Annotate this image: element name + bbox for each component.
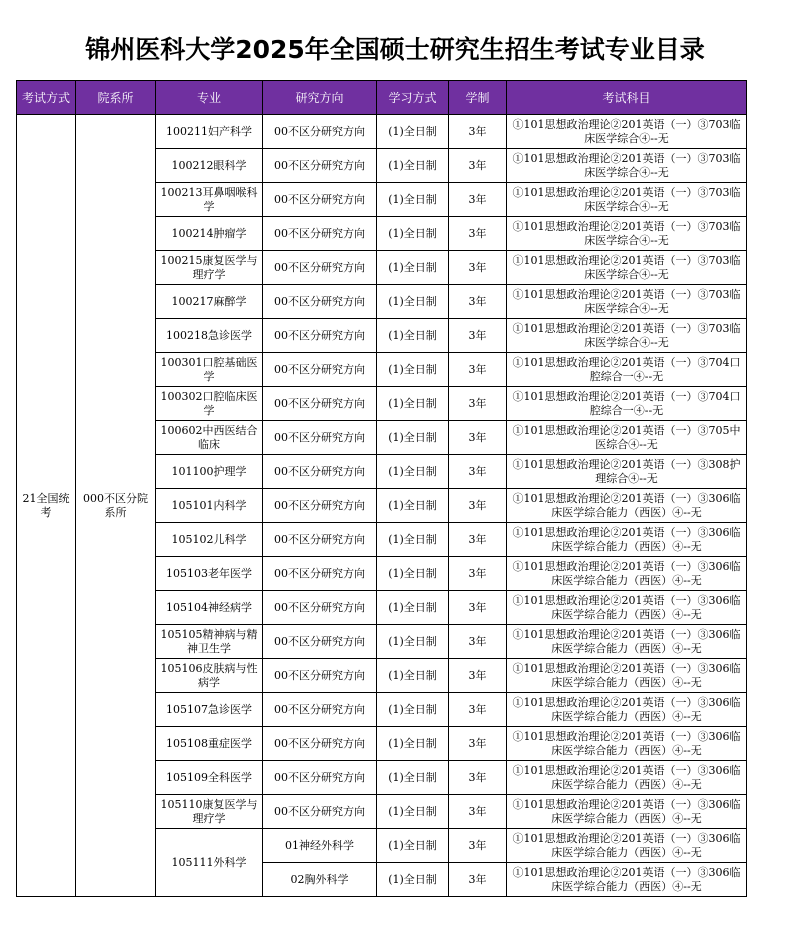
study-mode-cell: (1)全日制 bbox=[377, 217, 449, 251]
study-mode-cell: (1)全日制 bbox=[377, 183, 449, 217]
duration-cell: 3年 bbox=[449, 115, 507, 149]
major-cell: 105106皮肤病与性病学 bbox=[156, 659, 263, 693]
major-cell: 100214肿瘤学 bbox=[156, 217, 263, 251]
header-direction: 研究方向 bbox=[263, 81, 377, 115]
table-header-row bbox=[17, 81, 747, 115]
subjects-cell: ①101思想政治理论②201英语（一）③306临床医学综合能力（西医）④--无 bbox=[507, 761, 747, 795]
duration-cell: 3年 bbox=[449, 455, 507, 489]
direction-cell: 01神经外科学 bbox=[263, 829, 377, 863]
major-cell: 100213耳鼻咽喉科学 bbox=[156, 183, 263, 217]
duration-cell: 3年 bbox=[449, 353, 507, 387]
subjects-cell: ①101思想政治理论②201英语（一）③703临床医学综合④--无 bbox=[507, 251, 747, 285]
subjects-cell: ①101思想政治理论②201英语（一）③306临床医学综合能力（西医）④--无 bbox=[507, 727, 747, 761]
study-mode-cell: (1)全日制 bbox=[377, 387, 449, 421]
header-major: 专业 bbox=[156, 81, 263, 115]
major-cell: 105107急诊医学 bbox=[156, 693, 263, 727]
study-mode-cell: (1)全日制 bbox=[377, 659, 449, 693]
direction-cell: 00不区分研究方向 bbox=[263, 183, 377, 217]
subjects-cell: ①101思想政治理论②201英语（一）③306临床医学综合能力（西医）④--无 bbox=[507, 523, 747, 557]
direction-cell: 00不区分研究方向 bbox=[263, 591, 377, 625]
duration-cell: 3年 bbox=[449, 149, 507, 183]
major-cell: 100217麻醉学 bbox=[156, 285, 263, 319]
study-mode-cell: (1)全日制 bbox=[377, 319, 449, 353]
duration-cell: 3年 bbox=[449, 795, 507, 829]
subjects-cell: ①101思想政治理论②201英语（一）③306临床医学综合能力（西医）④--无 bbox=[507, 795, 747, 829]
study-mode-cell: (1)全日制 bbox=[377, 421, 449, 455]
duration-cell: 3年 bbox=[449, 489, 507, 523]
subjects-cell: ①101思想政治理论②201英语（一）③308护理综合④--无 bbox=[507, 455, 747, 489]
study-mode-cell: (1)全日制 bbox=[377, 829, 449, 863]
direction-cell: 00不区分研究方向 bbox=[263, 795, 377, 829]
header-subjects: 考试科目 bbox=[507, 81, 747, 115]
major-cell: 105102儿科学 bbox=[156, 523, 263, 557]
subjects-cell: ①101思想政治理论②201英语（一）③306临床医学综合能力（西医）④--无 bbox=[507, 625, 747, 659]
table-row bbox=[17, 115, 747, 149]
direction-cell: 00不区分研究方向 bbox=[263, 523, 377, 557]
direction-cell: 00不区分研究方向 bbox=[263, 693, 377, 727]
direction-cell: 00不区分研究方向 bbox=[263, 115, 377, 149]
duration-cell: 3年 bbox=[449, 829, 507, 863]
subjects-cell: ①101思想政治理论②201英语（一）③306临床医学综合能力（西医）④--无 bbox=[507, 557, 747, 591]
direction-cell: 00不区分研究方向 bbox=[263, 557, 377, 591]
major-cell: 100602中西医结合临床 bbox=[156, 421, 263, 455]
major-cell: 105111外科学 bbox=[156, 829, 263, 897]
direction-cell: 00不区分研究方向 bbox=[263, 727, 377, 761]
direction-cell: 02胸外科学 bbox=[263, 863, 377, 897]
subjects-cell: ①101思想政治理论②201英语（一）③703临床医学综合④--无 bbox=[507, 115, 747, 149]
major-cell: 100218急诊医学 bbox=[156, 319, 263, 353]
duration-cell: 3年 bbox=[449, 591, 507, 625]
subjects-cell: ①101思想政治理论②201英语（一）③704口腔综合一④--无 bbox=[507, 387, 747, 421]
major-cell: 100215康复医学与理疗学 bbox=[156, 251, 263, 285]
study-mode-cell: (1)全日制 bbox=[377, 149, 449, 183]
major-cell: 105105精神病与精神卫生学 bbox=[156, 625, 263, 659]
direction-cell: 00不区分研究方向 bbox=[263, 353, 377, 387]
duration-cell: 3年 bbox=[449, 183, 507, 217]
header-study-mode: 学习方式 bbox=[377, 81, 449, 115]
header-department: 院系所 bbox=[76, 81, 156, 115]
subjects-cell: ①101思想政治理论②201英语（一）③306临床医学综合能力（西医）④--无 bbox=[507, 829, 747, 863]
header-exam-mode: 考试方式 bbox=[17, 81, 76, 115]
major-cell: 100302口腔临床医学 bbox=[156, 387, 263, 421]
subjects-cell: ①101思想政治理论②201英语（一）③703临床医学综合④--无 bbox=[507, 183, 747, 217]
program-catalog-table bbox=[16, 80, 747, 897]
duration-cell: 3年 bbox=[449, 625, 507, 659]
direction-cell: 00不区分研究方向 bbox=[263, 625, 377, 659]
table-body bbox=[17, 115, 747, 897]
study-mode-cell: (1)全日制 bbox=[377, 761, 449, 795]
study-mode-cell: (1)全日制 bbox=[377, 251, 449, 285]
direction-cell: 00不区分研究方向 bbox=[263, 455, 377, 489]
study-mode-cell: (1)全日制 bbox=[377, 115, 449, 149]
subjects-cell: ①101思想政治理论②201英语（一）③306临床医学综合能力（西医）④--无 bbox=[507, 489, 747, 523]
subjects-cell: ①101思想政治理论②201英语（一）③704口腔综合一④--无 bbox=[507, 353, 747, 387]
subjects-cell: ①101思想政治理论②201英语（一）③705中医综合④--无 bbox=[507, 421, 747, 455]
major-cell: 100301口腔基础医学 bbox=[156, 353, 263, 387]
duration-cell: 3年 bbox=[449, 319, 507, 353]
duration-cell: 3年 bbox=[449, 693, 507, 727]
duration-cell: 3年 bbox=[449, 217, 507, 251]
subjects-cell: ①101思想政治理论②201英语（一）③703临床医学综合④--无 bbox=[507, 149, 747, 183]
subjects-cell: ①101思想政治理论②201英语（一）③306临床医学综合能力（西医）④--无 bbox=[507, 863, 747, 897]
subjects-cell: ①101思想政治理论②201英语（一）③703临床医学综合④--无 bbox=[507, 217, 747, 251]
duration-cell: 3年 bbox=[449, 387, 507, 421]
direction-cell: 00不区分研究方向 bbox=[263, 217, 377, 251]
study-mode-cell: (1)全日制 bbox=[377, 591, 449, 625]
department-cell: 000不区分院系所 bbox=[76, 115, 156, 897]
subjects-cell: ①101思想政治理论②201英语（一）③306临床医学综合能力（西医）④--无 bbox=[507, 591, 747, 625]
subjects-cell: ①101思想政治理论②201英语（一）③306临床医学综合能力（西医）④--无 bbox=[507, 659, 747, 693]
direction-cell: 00不区分研究方向 bbox=[263, 285, 377, 319]
duration-cell: 3年 bbox=[449, 727, 507, 761]
study-mode-cell: (1)全日制 bbox=[377, 727, 449, 761]
subjects-cell: ①101思想政治理论②201英语（一）③306临床医学综合能力（西医）④--无 bbox=[507, 693, 747, 727]
header-duration: 学制 bbox=[449, 81, 507, 115]
duration-cell: 3年 bbox=[449, 421, 507, 455]
direction-cell: 00不区分研究方向 bbox=[263, 149, 377, 183]
duration-cell: 3年 bbox=[449, 285, 507, 319]
major-cell: 100211妇产科学 bbox=[156, 115, 263, 149]
study-mode-cell: (1)全日制 bbox=[377, 795, 449, 829]
study-mode-cell: (1)全日制 bbox=[377, 455, 449, 489]
direction-cell: 00不区分研究方向 bbox=[263, 387, 377, 421]
major-cell: 105110康复医学与理疗学 bbox=[156, 795, 263, 829]
duration-cell: 3年 bbox=[449, 761, 507, 795]
exam-mode-cell: 21全国统考 bbox=[17, 115, 76, 897]
direction-cell: 00不区分研究方向 bbox=[263, 761, 377, 795]
subjects-cell: ①101思想政治理论②201英语（一）③703临床医学综合④--无 bbox=[507, 285, 747, 319]
duration-cell: 3年 bbox=[449, 659, 507, 693]
major-cell: 105104神经病学 bbox=[156, 591, 263, 625]
study-mode-cell: (1)全日制 bbox=[377, 693, 449, 727]
major-cell: 101100护理学 bbox=[156, 455, 263, 489]
direction-cell: 00不区分研究方向 bbox=[263, 319, 377, 353]
study-mode-cell: (1)全日制 bbox=[377, 353, 449, 387]
direction-cell: 00不区分研究方向 bbox=[263, 421, 377, 455]
page-title: 锦州医科大学2025年全国硕士研究生招生考试专业目录 bbox=[85, 35, 705, 64]
study-mode-cell: (1)全日制 bbox=[377, 625, 449, 659]
subjects-cell: ①101思想政治理论②201英语（一）③703临床医学综合④--无 bbox=[507, 319, 747, 353]
study-mode-cell: (1)全日制 bbox=[377, 285, 449, 319]
major-cell: 105101内科学 bbox=[156, 489, 263, 523]
duration-cell: 3年 bbox=[449, 557, 507, 591]
major-cell: 105103老年医学 bbox=[156, 557, 263, 591]
direction-cell: 00不区分研究方向 bbox=[263, 251, 377, 285]
study-mode-cell: (1)全日制 bbox=[377, 489, 449, 523]
duration-cell: 3年 bbox=[449, 523, 507, 557]
duration-cell: 3年 bbox=[449, 863, 507, 897]
study-mode-cell: (1)全日制 bbox=[377, 523, 449, 557]
study-mode-cell: (1)全日制 bbox=[377, 863, 449, 897]
direction-cell: 00不区分研究方向 bbox=[263, 489, 377, 523]
direction-cell: 00不区分研究方向 bbox=[263, 659, 377, 693]
study-mode-cell: (1)全日制 bbox=[377, 557, 449, 591]
major-cell: 105109全科医学 bbox=[156, 761, 263, 795]
duration-cell: 3年 bbox=[449, 251, 507, 285]
major-cell: 100212眼科学 bbox=[156, 149, 263, 183]
major-cell: 105108重症医学 bbox=[156, 727, 263, 761]
